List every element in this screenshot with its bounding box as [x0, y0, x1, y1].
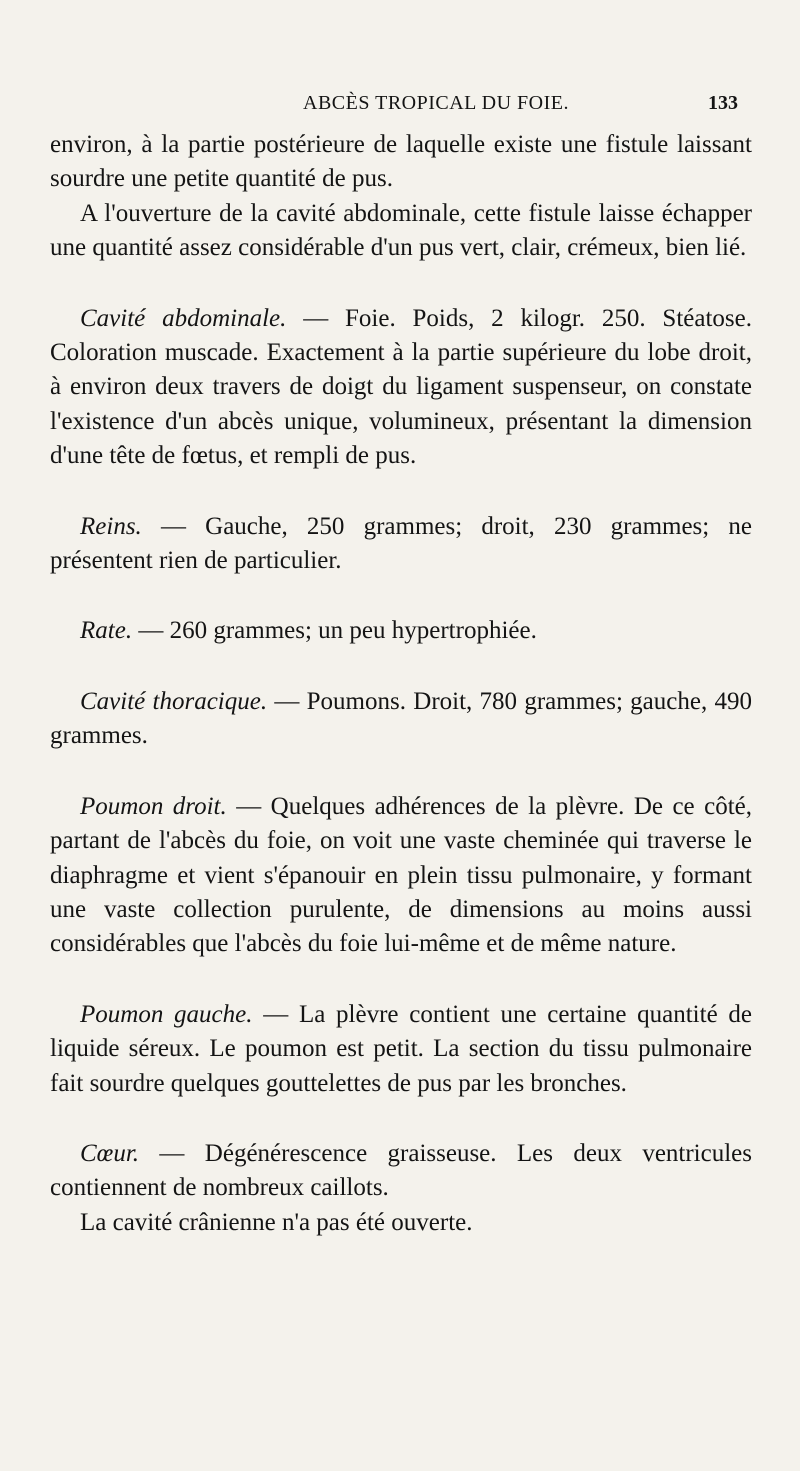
section-label: Cavité thoracique.: [80, 687, 268, 715]
page-number: 133: [708, 92, 738, 114]
section-label: Reins.: [80, 512, 142, 540]
section-label: Cavité abdominale.: [80, 304, 287, 332]
paragraph-cavite-cranienne: [50, 1206, 752, 1240]
paragraph-text: — Poumons. Droit, 780 grammes; gauche, 490 grammes.: [50, 687, 752, 750]
paragraph-cavite-abdominale: [50, 302, 752, 474]
paragraph-text: — 260 grammes; un peu hypertrophiée.: [132, 617, 537, 645]
running-head: [50, 92, 752, 120]
paragraph-reins: [50, 510, 752, 579]
body-text: [50, 128, 752, 1240]
section-label: Cœur.: [80, 1139, 140, 1167]
paragraph-text: — Dégénérescence graisseuse. Les deux ventricules contiennent de nombreux caillots.: [50, 1139, 752, 1202]
running-title: ABCÈS TROPICAL DU FOIE.: [303, 92, 569, 114]
paragraph-poumon-droit: [50, 790, 752, 962]
paragraph-coeur: [50, 1137, 752, 1206]
paragraph-abdominal-opening: [50, 197, 752, 266]
paragraph-rate: [50, 614, 752, 648]
paragraph-text: La cavité crânienne n'a pas été ouverte.: [80, 1208, 473, 1236]
section-label: Rate.: [80, 617, 133, 645]
paragraph-poumon-gauche: [50, 998, 752, 1101]
section-label: Poumon gauche.: [80, 1000, 253, 1028]
paragraph-text: environ, à la partie postérieure de laquelle existe une fistule laissant sourdre une petite quantité de pus.: [50, 131, 752, 193]
paragraph-text: — Quelques adhérences de la plèvre. De ce côté, partant de l'abcès du foie, on voit une vaste cheminée qui traverse le diaphragme et vient s'épanouir en plein tissu pulmonaire, y formant une vaste collection purulente, de dimensions au moins aussi considérables que l'abcès du foie lui-même et de même nature.: [50, 792, 752, 958]
section-label: Poumon droit.: [80, 792, 227, 820]
paragraph-text: — Gauche, 250 grammes; droit, 230 grammes; ne présentent rien de particulier.: [50, 512, 752, 575]
paragraph-cavite-thoracique: [50, 685, 752, 754]
paragraph-text: — Foie. Poids, 2 kilogr. 250. Stéatose. Coloration muscade. Exactement à la partie supérieure du lobe droit, à environ deux travers de doigt du ligament suspenseur, on constate l'existence d'un abcès unique, volumineux, présentant la dimension d'une tête de fœtus, et rempli de pus.: [50, 304, 752, 470]
paragraph-continuation: [50, 128, 752, 197]
paragraph-text: A l'ouverture de la cavité abdominale, cette fistule laisse échapper une quantité assez considérable d'un pus vert, clair, crémeux, bien lié.: [50, 199, 752, 262]
paragraph-text: — La plèvre contient une certaine quantité de liquide séreux. Le poumon est petit. La section du tissu pulmonaire fait sourdre quelques gouttelettes de pus par les bronches.: [50, 1000, 752, 1097]
